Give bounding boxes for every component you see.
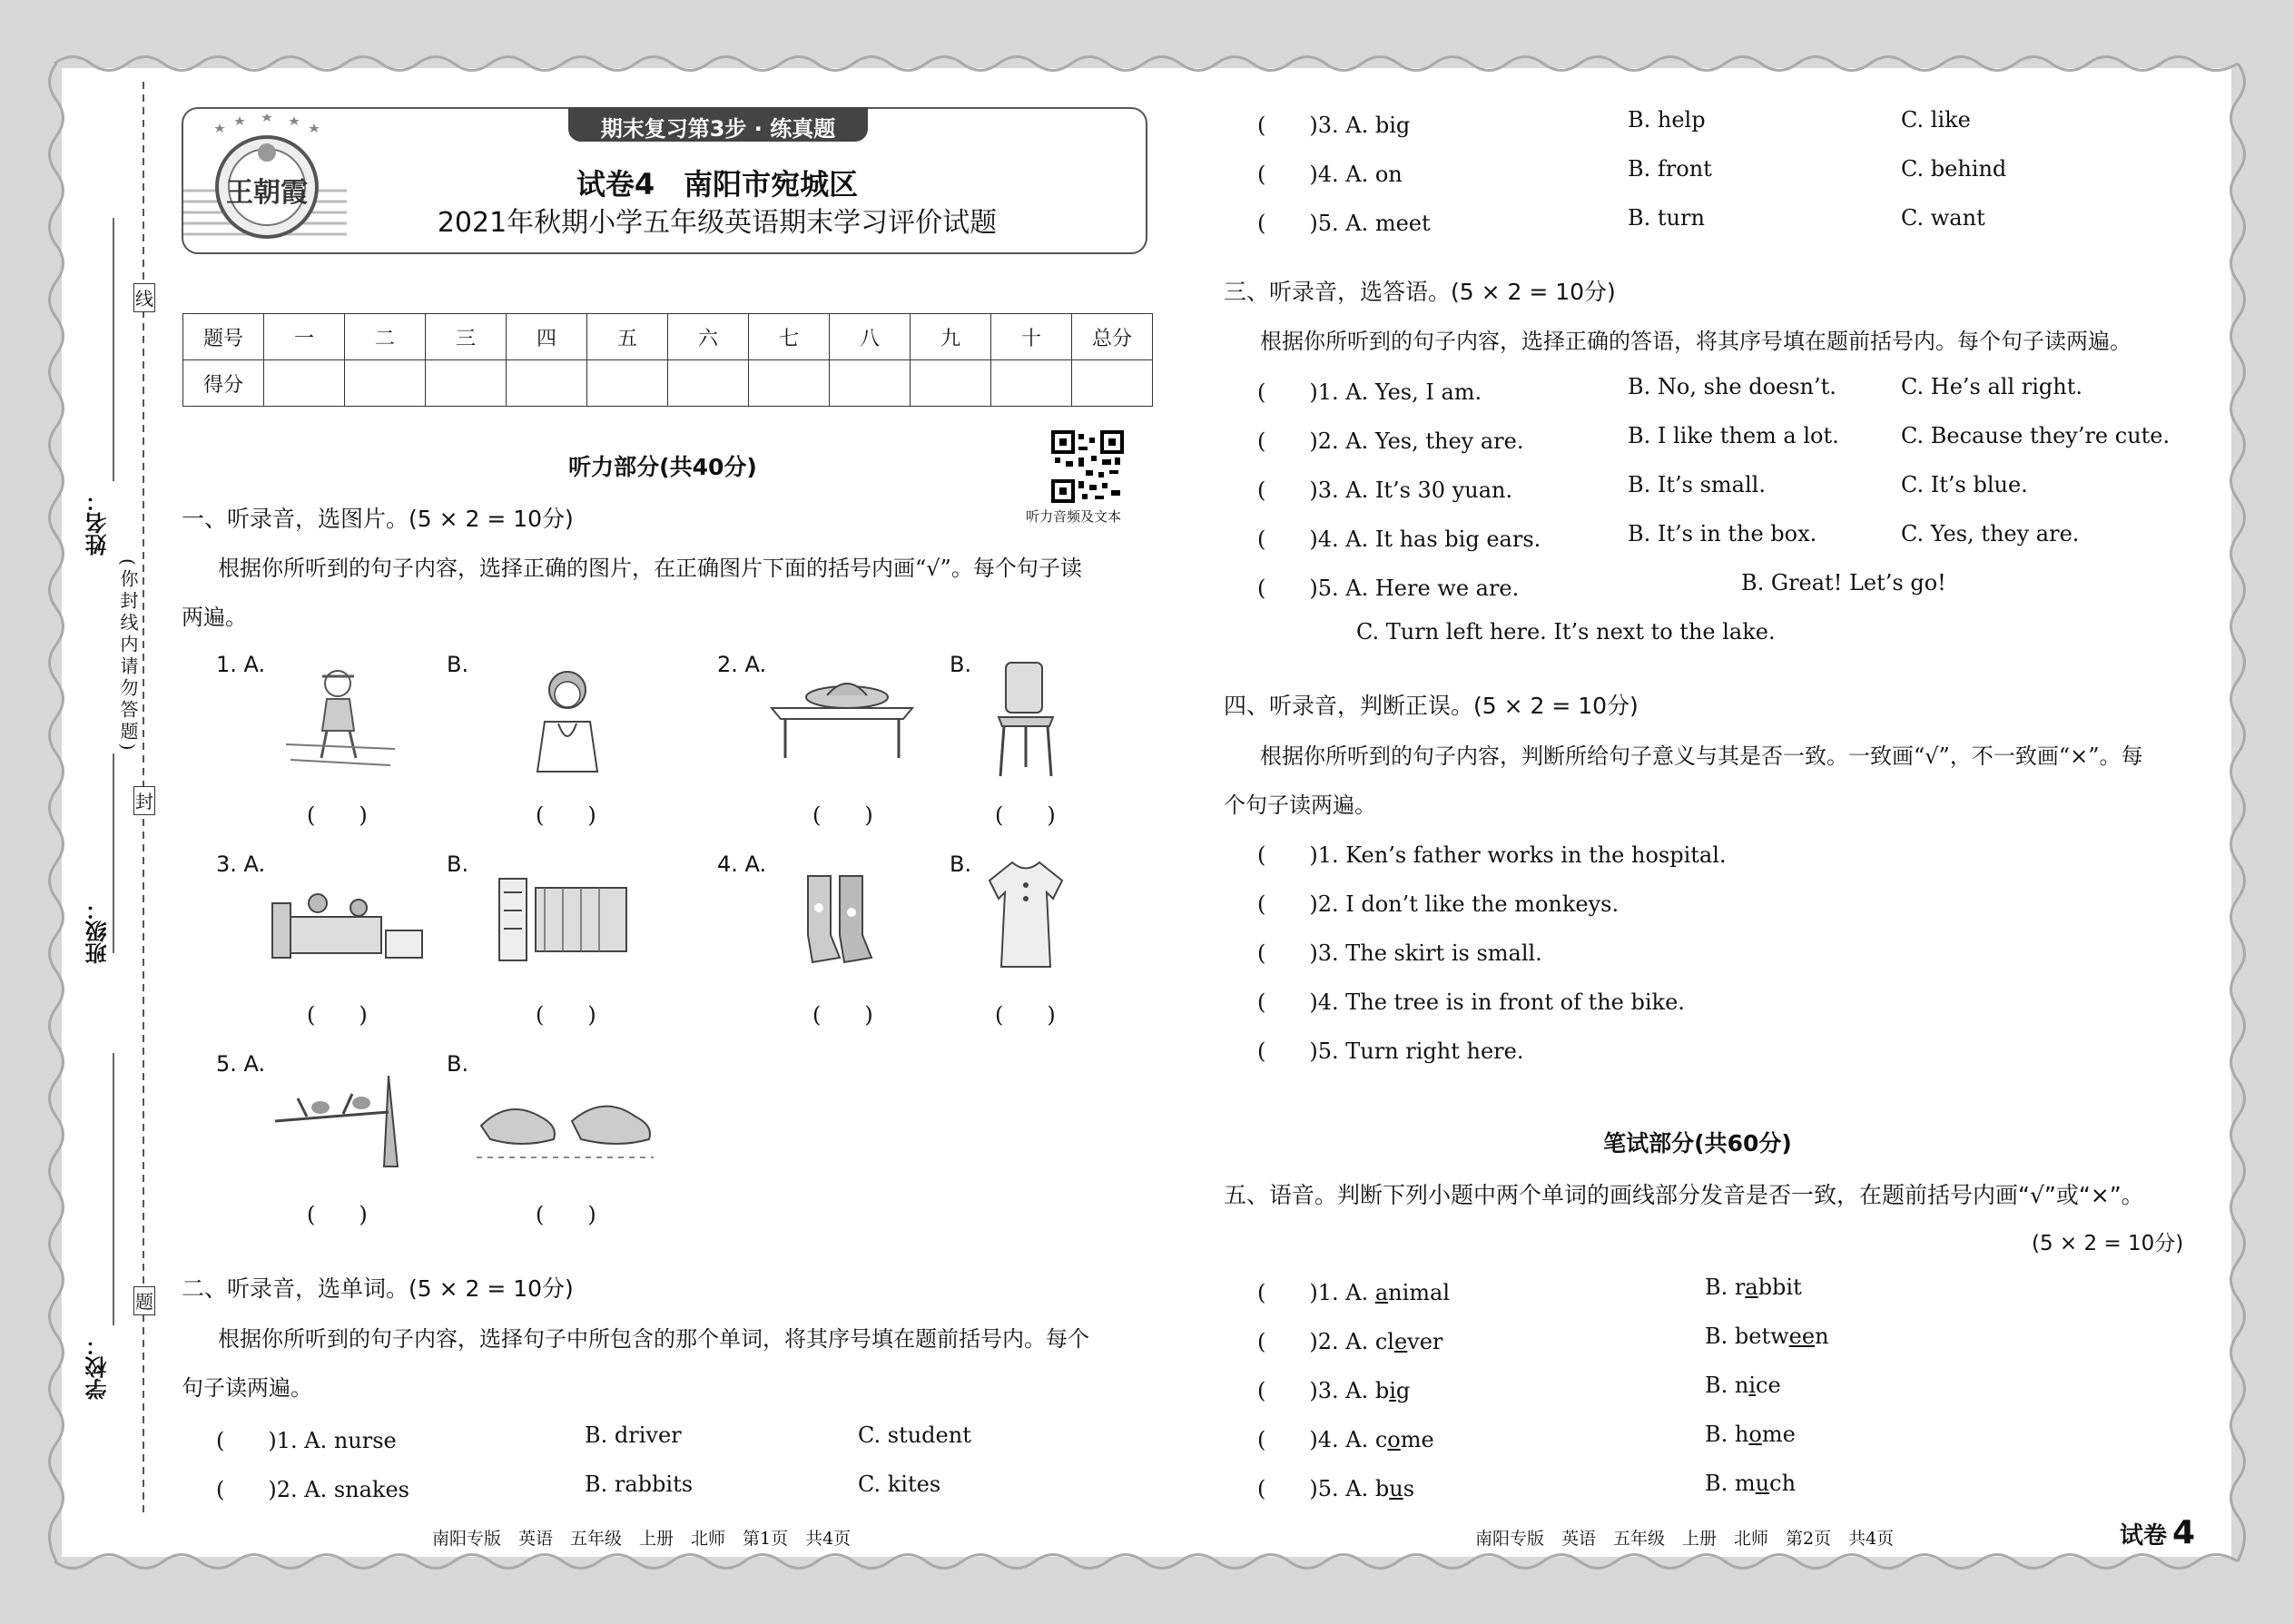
score-header-cell: 八 bbox=[830, 314, 911, 360]
sec5-underlined-letters: e bbox=[1393, 1329, 1408, 1354]
score-entry-cell[interactable] bbox=[991, 360, 1072, 407]
binding-problem-mark: 题 bbox=[133, 1286, 155, 1315]
sec2-item-5: ( )5. A. meet bbox=[1257, 211, 1431, 236]
score-header-cell: 九 bbox=[911, 314, 991, 360]
score-entry-cell[interactable] bbox=[264, 360, 345, 407]
sec2-item-2-c: C. kites bbox=[858, 1471, 941, 1497]
sec5-word-rest: g bbox=[1395, 1378, 1411, 1403]
sec5-item-1-b bbox=[1705, 1275, 1802, 1300]
score-row-label: 得分 bbox=[183, 360, 264, 407]
score-header-cell: 五 bbox=[587, 314, 668, 360]
sec3-item-1-b: B. No, she doesn’t. bbox=[1628, 374, 1836, 399]
class-label: 班级： bbox=[85, 899, 111, 964]
qr-caption: 听力音频及文本 bbox=[1026, 508, 1122, 525]
sec5-option-prefix: B. h bbox=[1705, 1422, 1749, 1447]
exam-subtitle: 2021年秋期小学五年级英语期末学习评价试题 bbox=[437, 207, 998, 239]
sec5-item-5 bbox=[1257, 1471, 1414, 1502]
sec2-item-4-b: B. front bbox=[1628, 156, 1712, 182]
score-entry-cell[interactable] bbox=[830, 360, 911, 407]
sec2-item-5-c: C. want bbox=[1901, 205, 1985, 231]
sec2-item-1-b: B. driver bbox=[585, 1422, 682, 1448]
sec2-item-4-c: C. behind bbox=[1901, 156, 2007, 182]
sec1-label-4b: B. bbox=[950, 851, 972, 877]
sec5-item-2 bbox=[1257, 1324, 1442, 1355]
brand-logo bbox=[198, 114, 334, 241]
score-header-cell: 三 bbox=[426, 314, 507, 360]
sec5-item-4 bbox=[1257, 1422, 1434, 1453]
sec2-item-3-c: C. like bbox=[1901, 107, 1971, 133]
sec3-instruction: 根据你所听到的句子内容，选择正确的答语，将其序号填在题前括号内。每个句子读两遍。 bbox=[1260, 329, 2132, 354]
sec5-underlined-letters: ee bbox=[1788, 1324, 1816, 1349]
sec5-item-2-b bbox=[1705, 1324, 1829, 1349]
sec3-item-5-b: B. Great! Let’s go! bbox=[1741, 570, 1946, 595]
sec2-instruction-2: 句子读两遍。 bbox=[182, 1375, 312, 1401]
score-header-cell: 十 bbox=[991, 314, 1072, 360]
sec1-label-4a: 4. A. bbox=[717, 851, 767, 877]
sec3-item-4-b: B. It’s in the box. bbox=[1628, 521, 1817, 546]
sec2-item-2: ( )2. A. snakes bbox=[216, 1477, 409, 1502]
sec3-item-1-c: C. He’s all right. bbox=[1901, 374, 2083, 399]
sec1-heading: 一、听录音，选图片。(5 × 2 = 10分) bbox=[182, 506, 574, 532]
answer-paren-2b[interactable]: ( ) bbox=[995, 802, 1056, 828]
picture-bedroom bbox=[268, 876, 431, 967]
picture-birds-in-tree bbox=[271, 1071, 407, 1171]
sec4-item-3: ( )3. The skirt is small. bbox=[1257, 940, 1542, 966]
sec3-item-3: ( )3. A. It’s 30 yuan. bbox=[1257, 477, 1513, 503]
sec5-word-rest: me bbox=[1761, 1422, 1796, 1447]
answer-paren-3a[interactable]: ( ) bbox=[307, 1002, 368, 1028]
picture-hat-on-table bbox=[767, 672, 921, 763]
picture-doctor bbox=[527, 658, 608, 776]
score-table bbox=[182, 313, 1153, 407]
score-entry-cell[interactable] bbox=[587, 360, 668, 407]
sec3-item-4-c: C. Yes, they are. bbox=[1901, 521, 2080, 546]
score-header-cell: 题号 bbox=[183, 314, 264, 360]
score-entry-cell[interactable] bbox=[911, 360, 991, 407]
sec3-item-1: ( )1. A. Yes, I am. bbox=[1257, 379, 1482, 405]
sec5-word-rest: nimal bbox=[1388, 1280, 1451, 1305]
score-entry-cell[interactable] bbox=[426, 360, 507, 407]
sec5-word-rest: ce bbox=[1756, 1373, 1781, 1398]
sec3-item-5-c: C. Turn left here. It’s next to the lake. bbox=[1356, 619, 1776, 645]
score-entry-cell[interactable] bbox=[749, 360, 830, 407]
sec1-label-3b: B. bbox=[447, 851, 469, 877]
writing-title: 笔试部分(共60分) bbox=[1603, 1130, 1792, 1156]
score-entry-cell[interactable] bbox=[668, 360, 749, 407]
sec2-item-1-c: C. student bbox=[858, 1422, 971, 1448]
school-label: 学校： bbox=[85, 1334, 111, 1400]
sec5-heading: 五、语音。判断下列小题中两个单词的画线部分发音是否一致，在题前括号内画“√”或“×”。 bbox=[1224, 1182, 2144, 1208]
sec2-item-3: ( )3. A. big bbox=[1257, 113, 1411, 138]
sec5-item-prefix: ( )3. A. b bbox=[1257, 1378, 1390, 1403]
sec1-label-2b: B. bbox=[950, 652, 972, 677]
footer-left: 南阳专版 英语 五年级 上册 北师 第1页 共4页 bbox=[432, 1529, 852, 1549]
sec1-instruction-1: 根据你所听到的句子内容，选择正确的图片，在正确图片下面的括号内画“√”。每个句子读 bbox=[218, 556, 1082, 581]
sec3-item-2: ( )2. A. Yes, they are. bbox=[1257, 428, 1524, 454]
paper-badge bbox=[2120, 1514, 2195, 1551]
sec4-item-1: ( )1. Ken’s father works in the hospital. bbox=[1257, 842, 1727, 868]
sec4-item-5: ( )5. Turn right here. bbox=[1257, 1038, 1524, 1064]
exam-title: 试卷4 南阳市宛城区 bbox=[576, 167, 859, 202]
sec5-item-1 bbox=[1257, 1275, 1450, 1306]
sec1-label-2a: 2. A. bbox=[717, 652, 767, 677]
sec2-item-5-b: B. turn bbox=[1628, 205, 1705, 231]
score-header-cell: 四 bbox=[507, 314, 587, 360]
score-value-row bbox=[183, 360, 1153, 407]
sec3-item-3-b: B. It’s small. bbox=[1628, 472, 1766, 497]
sec4-item-2: ( )2. I don’t like the monkeys. bbox=[1257, 891, 1620, 917]
picture-running-animals bbox=[472, 1085, 663, 1162]
sec5-underlined-letters: i bbox=[1748, 1373, 1757, 1398]
binding-seal-mark: 封 bbox=[133, 786, 155, 815]
sec5-underlined-letters: a bbox=[1374, 1280, 1389, 1305]
sec3-item-2-b: B. I like them a lot. bbox=[1628, 423, 1839, 448]
sec3-item-3-c: C. It’s blue. bbox=[1901, 472, 2028, 497]
sec2-item-1: ( )1. A. nurse bbox=[216, 1428, 397, 1453]
sec2-heading: 二、听录音，选单词。(5 × 2 = 10分) bbox=[182, 1275, 574, 1302]
name-label: 姓名： bbox=[85, 490, 111, 556]
picture-street bbox=[495, 870, 640, 969]
sec5-underlined-letters: i bbox=[1389, 1378, 1396, 1403]
picture-chair bbox=[989, 658, 1062, 781]
score-header-cell: 二 bbox=[345, 314, 426, 360]
sec5-word-rest: s bbox=[1403, 1476, 1415, 1501]
answer-paren-4b[interactable]: ( ) bbox=[995, 1002, 1056, 1028]
score-entry-cell[interactable] bbox=[1072, 360, 1153, 407]
paper-badge-text: 试卷 bbox=[2120, 1522, 2168, 1550]
sec5-word-rest: bbit bbox=[1757, 1275, 1802, 1300]
picture-farmer bbox=[281, 658, 399, 776]
answer-paren-5b[interactable]: ( ) bbox=[536, 1202, 596, 1227]
sec5-underlined-letters: u bbox=[1389, 1476, 1403, 1501]
sec5-underlined-letters: a bbox=[1745, 1275, 1758, 1300]
footer-right: 南阳专版 英语 五年级 上册 北师 第2页 共4页 bbox=[1475, 1529, 1895, 1549]
sec4-instruction-1: 根据你所听到的句子内容，判断所给句子意义与其是否一致。一致画“√”，不一致画“×”。每 bbox=[1260, 743, 2143, 769]
sec5-underlined-letters: u bbox=[1755, 1471, 1770, 1496]
sec5-word-rest: ch bbox=[1769, 1471, 1797, 1496]
score-entry-cell[interactable] bbox=[345, 360, 426, 407]
sec3-item-5: ( )5. A. Here we are. bbox=[1257, 576, 1520, 601]
sec5-item-prefix: ( )2. A. cl bbox=[1257, 1329, 1394, 1354]
sec1-label-1b: B. bbox=[447, 652, 469, 677]
sec2-item-3-b: B. help bbox=[1628, 107, 1706, 133]
score-header-cell: 七 bbox=[749, 314, 830, 360]
sec5-item-5-b bbox=[1705, 1471, 1796, 1496]
sec1-label-5a: 5. A. bbox=[216, 1051, 266, 1077]
sec2-item-2-b: B. rabbits bbox=[585, 1471, 694, 1497]
sec5-item-3 bbox=[1257, 1373, 1410, 1404]
picture-socks bbox=[799, 871, 881, 971]
sec5-item-prefix: ( )1. A. bbox=[1257, 1280, 1375, 1305]
sec5-word-rest: me bbox=[1400, 1427, 1434, 1452]
sec5-underlined-letters: o bbox=[1748, 1422, 1762, 1447]
sec1-label-1a: 1. A. bbox=[216, 652, 266, 677]
sec5-score: (5 × 2 = 10分) bbox=[2032, 1232, 2184, 1255]
sec4-heading: 四、听录音，判断正误。(5 × 2 = 10分) bbox=[1224, 693, 1639, 719]
answer-paren-1b[interactable]: ( ) bbox=[536, 802, 596, 828]
sec4-instruction-2: 个句子读两遍。 bbox=[1224, 792, 1376, 818]
sec1-instruction-2: 两遍。 bbox=[182, 605, 247, 630]
score-header-cell: 六 bbox=[668, 314, 749, 360]
sec4-item-4: ( )4. The tree is in front of the bike. bbox=[1257, 989, 1685, 1015]
picture-dress bbox=[985, 858, 1067, 976]
sec3-item-2-c: C. Because they’re cute. bbox=[1901, 423, 2171, 448]
sec5-item-3-b bbox=[1705, 1373, 1781, 1398]
sec5-underlined-letters: o bbox=[1387, 1427, 1401, 1452]
sec1-label-3a: 3. A. bbox=[216, 851, 266, 877]
answer-paren-4a[interactable]: ( ) bbox=[812, 1002, 873, 1028]
sec3-heading: 三、听录音，选答语。(5 × 2 = 10分) bbox=[1224, 279, 1616, 305]
sec5-item-prefix: ( )4. A. c bbox=[1257, 1427, 1388, 1452]
qr-code-icon bbox=[1051, 430, 1124, 503]
sec5-option-prefix: B. betw bbox=[1705, 1324, 1789, 1349]
sec2-item-4: ( )4. A. on bbox=[1257, 162, 1403, 187]
score-header-cell: 一 bbox=[264, 314, 345, 360]
logo-text: 王朝霞 bbox=[226, 177, 308, 209]
paper-badge-number: 4 bbox=[2172, 1514, 2196, 1551]
answer-paren-5a[interactable]: ( ) bbox=[307, 1202, 368, 1227]
sec5-word-rest: n bbox=[1815, 1324, 1829, 1349]
binding-notice: (你封线内请勿答题) bbox=[117, 558, 139, 754]
answer-paren-3b[interactable]: ( ) bbox=[536, 1002, 596, 1028]
sec5-item-4-b bbox=[1705, 1422, 1796, 1447]
sec1-label-5b: B. bbox=[447, 1051, 469, 1077]
answer-paren-1a[interactable]: ( ) bbox=[307, 802, 368, 828]
listening-title: 听力部分(共40分) bbox=[568, 454, 757, 480]
sec5-option-prefix: B. n bbox=[1705, 1373, 1749, 1398]
sec2-instruction-1: 根据你所听到的句子内容，选择句子中所包含的那个单词，将其序号填在题前括号内。每个 bbox=[218, 1326, 1089, 1352]
score-entry-cell[interactable] bbox=[507, 360, 587, 407]
binding-line-mark: 线 bbox=[133, 283, 155, 312]
sec5-option-prefix: B. r bbox=[1705, 1275, 1746, 1300]
sec5-word-rest: ver bbox=[1407, 1329, 1443, 1354]
sec3-item-4: ( )4. A. It has big ears. bbox=[1257, 527, 1541, 552]
score-header-row bbox=[183, 314, 1153, 360]
answer-paren-2a[interactable]: ( ) bbox=[812, 802, 873, 828]
sec5-item-prefix: ( )5. A. b bbox=[1257, 1476, 1390, 1501]
score-header-cell: 总分 bbox=[1072, 314, 1153, 360]
sec5-option-prefix: B. m bbox=[1705, 1471, 1756, 1496]
step-banner: 期末复习第3步 · 练真题 bbox=[600, 116, 836, 142]
